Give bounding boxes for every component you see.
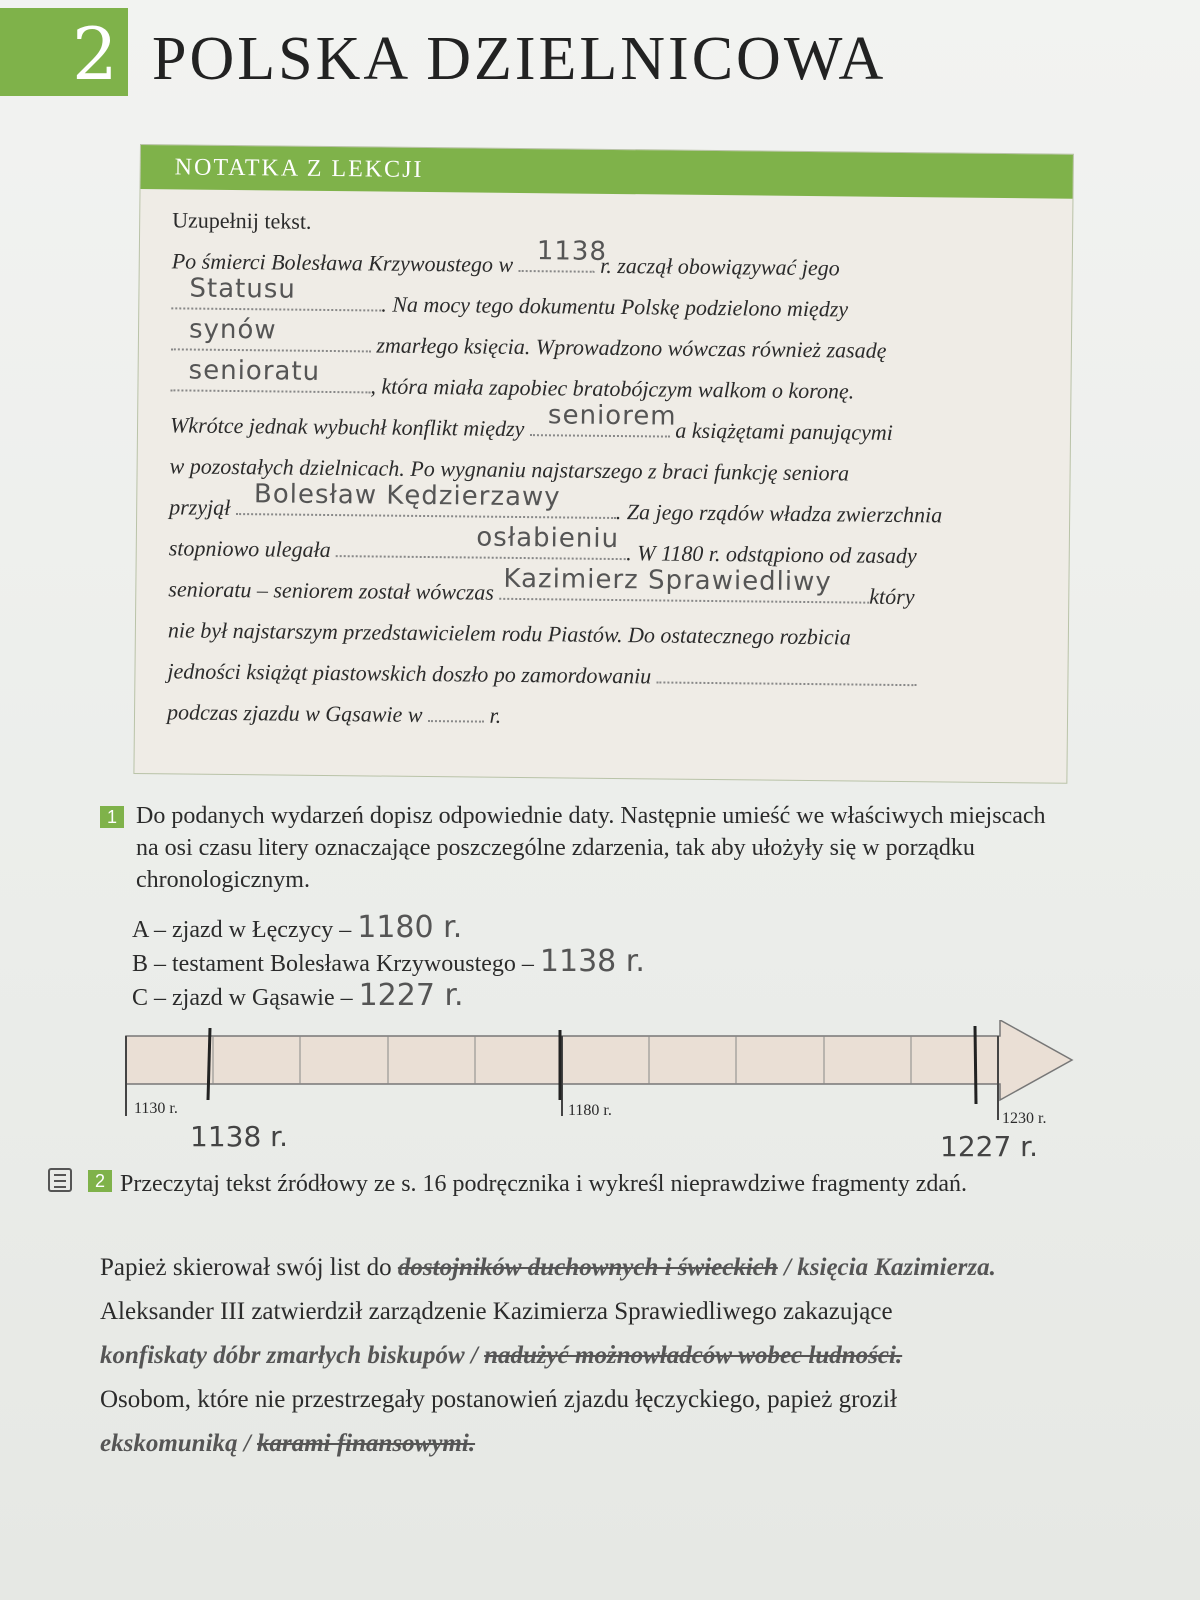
timeline <box>0 1020 1200 1180</box>
option-struck[interactable]: dostojników duchownych i świeckich <box>397 1254 778 1281</box>
note-text: Wkrótce jednak wybuchł konflikt między <box>169 412 525 442</box>
event-item <box>132 946 645 980</box>
handwritten-answer: osłabieniu <box>476 522 620 555</box>
note-body <box>135 189 1073 752</box>
timeline-label: 1230 r. <box>1002 1110 1047 1127</box>
blank-senior[interactable] <box>530 400 677 437</box>
blank-sons[interactable] <box>171 314 371 352</box>
note-text: który <box>869 583 915 610</box>
option-separator: / <box>464 1342 485 1369</box>
note-text: jedności książąt piastowskich doszło po zamordowaniu <box>167 658 652 689</box>
note-text: . Za jego rządów władza zwierzchnia <box>615 499 943 528</box>
handwritten-answer: senioratu <box>188 355 321 387</box>
blank-year[interactable] <box>519 236 608 273</box>
event-text: A – zjazd w Łęczycy – <box>132 917 352 943</box>
event-text: C – zjazd w Gąsawie – <box>132 985 353 1011</box>
blank-weakened[interactable] <box>336 522 626 560</box>
textbook-icon <box>48 1168 72 1192</box>
note-text: r. zaczął obowiązywać jego <box>600 252 840 281</box>
task-instruction: Do podanych wydarzeń dopisz odpowiednie daty. Następnie umieść we właściwych miejscach na osi czasu litery oznaczające poszczególne zdarzenia, tak aby ułożyły się w porządku chronologicznym. <box>136 803 1046 893</box>
option-struck[interactable]: karami finansowymi. <box>256 1430 476 1457</box>
option-separator: / <box>237 1430 257 1457</box>
sentence-lead: Papież skierował swój list do <box>100 1254 392 1281</box>
note-instruction: Uzupełnij tekst. <box>172 207 312 234</box>
handwritten-answer[interactable]: 1180 r. <box>357 910 463 945</box>
note-header: NOTATKA Z LEKCJI <box>141 145 1073 199</box>
sentence <box>100 1378 1100 1466</box>
option-kept[interactable]: ekskomuniką <box>100 1430 238 1457</box>
sentence-lead: Osobom, które nie przestrzegały postanowień zjazdu łęczyckiego, papież groził <box>100 1386 897 1413</box>
event-list <box>132 912 645 1014</box>
note-text: a książętami panującymi <box>675 417 894 445</box>
option-separator: / <box>777 1254 798 1281</box>
handwritten-answer: synów <box>188 314 277 346</box>
lesson-note-box <box>133 144 1074 784</box>
handwritten-answer: Bolesław Kędzierzawy <box>253 479 561 513</box>
blank-murdered[interactable] <box>657 659 917 686</box>
handwritten-answer: 1138 <box>536 236 608 267</box>
timeline-label: 1180 r. <box>568 1102 612 1119</box>
chapter-number: 2 <box>72 12 118 96</box>
task-instruction: Przeczytaj tekst źródłowy ze s. 16 podręcznika i wykreśl nieprawdziwe fragmenty zdań. <box>120 1171 968 1197</box>
handwritten-mark: 1227 r. <box>940 1130 1038 1163</box>
note-text: . W 1180 r. odstąpiono od zasady <box>626 540 917 569</box>
note-text: . Na mocy tego dokumentu Polskę podzielono między <box>381 291 849 322</box>
note-text: r. <box>489 702 502 728</box>
event-text: B – testament Bolesława Krzywoustego – <box>132 951 534 977</box>
note-line: w pozostałych dzielnicach. Po wygnaniu najstarszego z braci funkcję seniora <box>169 453 850 486</box>
option-kept[interactable]: konfiskaty dóbr zmarłych biskupów <box>100 1342 465 1369</box>
note-text: podczas zjazdu w Gąsawie w <box>166 699 423 727</box>
handwritten-mark: 1138 r. <box>190 1120 288 1153</box>
blank-seniorate[interactable] <box>170 355 370 393</box>
note-text: przyjął <box>169 494 231 520</box>
option-struck[interactable]: nadużyć możnowładców wobec ludności. <box>484 1342 903 1369</box>
note-text: zmarłego księcia. Wprowadzono wówczas również zasadę <box>376 332 887 363</box>
chapter-title: POLSKA DZIELNICOWA <box>152 25 887 93</box>
event-item <box>132 980 645 1014</box>
note-text: Po śmierci Bolesława Krzywoustego w <box>171 248 514 277</box>
task-number: 1 <box>100 806 124 828</box>
event-item <box>132 912 645 946</box>
task-number: 2 <box>88 1170 112 1192</box>
blank-boleslaw[interactable] <box>236 479 616 519</box>
blank-status[interactable] <box>171 273 381 311</box>
handwritten-answer: Kazimierz Sprawiedliwy <box>503 563 832 598</box>
sentence <box>100 1246 1100 1290</box>
sentence-list <box>100 1246 1100 1466</box>
note-text: , która miała zapobiec bratobójczym walkom o koronę. <box>370 373 855 404</box>
handwritten-answer[interactable]: 1138 r. <box>539 944 645 979</box>
handwritten-answer: Statusu <box>189 273 296 305</box>
sentence-lead: Aleksander III zatwierdził zarządzenie Kazimierza Sprawiedliwego zakazujące <box>100 1298 893 1325</box>
handwritten-answer: seniorem <box>547 400 677 432</box>
sentence <box>100 1290 1100 1378</box>
timeline-label: 1130 r. <box>134 1100 178 1117</box>
note-text: stopniowo ulegała <box>168 535 331 563</box>
note-text: senioratu – seniorem został wówczas <box>168 576 494 605</box>
blank-gasawa-year[interactable] <box>428 698 484 723</box>
note-line: nie był najstarszym przedstawicielem rodu Piastów. Do ostatecznego rozbicia <box>167 617 851 650</box>
blank-kazimierz[interactable] <box>499 563 869 604</box>
handwritten-answer[interactable]: 1227 r. <box>358 978 464 1013</box>
task-1 <box>100 800 1060 893</box>
option-kept[interactable]: księcia Kazimierza. <box>797 1254 996 1281</box>
